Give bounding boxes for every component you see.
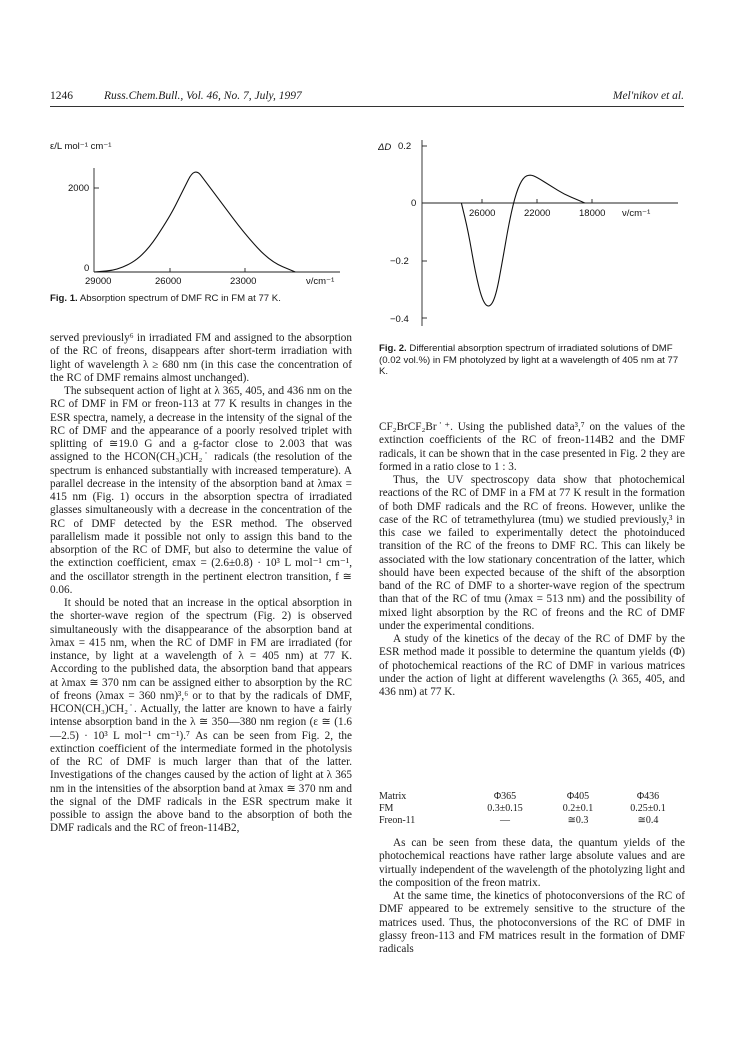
right-column-bottom bbox=[379, 837, 685, 956]
fig1-ytick-label-2000: 2000 bbox=[68, 183, 90, 194]
right-paragraph-1: CF₂BrCF₂Br˙⁺. Using the published data³,⁷ on the values of the extinction coefficients of the RC of freon-114B2 and the DMF radicals, it can be shown that in the case presented in Fig. 2 they are formed in a ratio close to 1 : 3. bbox=[379, 421, 685, 473]
right-paragraph-3: A study of the kinetics of the decay of the RC of DMF by the ESR method made it possible to determine the quantum yields (Φ) of photochemical reactions of the RC of DMF in various matrices under the action of light at different wavelengths (λ 365, 405, and 436 nm) at 77 K. bbox=[379, 633, 685, 698]
page-number: 1246 bbox=[50, 90, 73, 102]
table-cell: Freon-11 bbox=[379, 814, 416, 826]
fig1-xtick-label-29000: 29000 bbox=[85, 276, 112, 287]
figure-2-caption bbox=[379, 343, 685, 378]
quantum-yield-table bbox=[379, 790, 683, 826]
fig1-caption-text: Absorption spectrum of DMF RC in FM at 77 K. bbox=[79, 293, 281, 304]
fig2-ytick-label-0.2: 0.2 bbox=[398, 141, 412, 152]
fig2-xtick-label-22000: 22000 bbox=[524, 208, 551, 219]
table-cell: ≅0.4 bbox=[637, 814, 659, 826]
running-authors: Mel'nikov et al. bbox=[612, 90, 684, 102]
fig2-ytick-label-0: 0 bbox=[411, 198, 417, 209]
fig1-ylabel: ε/L mol⁻¹ cm⁻¹ bbox=[50, 141, 112, 152]
fig2-ytick-label--0.4: −0.4 bbox=[390, 314, 409, 325]
fig1-ytick-label-0: 0 bbox=[84, 263, 90, 274]
header-rule bbox=[50, 106, 684, 107]
left-paragraph-1: served previously⁶ in irradiated FM and assigned to the absorption of the RC of freons, disappears after short-term irradiation with light of wavelength λ ≥ 680 nm (in this case the concentration of the RC of DMF remains almost unchanged). bbox=[50, 332, 352, 384]
table-header-cell: Φ405 bbox=[566, 790, 590, 802]
fig1-spectrum-curve bbox=[94, 172, 295, 272]
left-paragraph-2: The subsequent action of light at λ 365, 405, and 436 nm on the RC of DMF in FM or freon-113 at 77 K results in changes in the ESR spectra, namely, a decrease in the intensity of the signal of the RC of DMF and the appearance of a poorly resolved triplet with splitting of ≅19.0 G and a g-factor close to 2.003 that was assigned to the HCON(CH₃)CH₂˙ radicals (the resolution of the spectrum is enhanced substantially with increased temperature). A parallel decrease in the intensity of the absorption band at λmax = 415 nm (Fig. 1) occurs in the absorption spectra of irradiated glasses simultaneously with a decrease in the concentration of the RC of DMF detected by the ESR method. The observed parallelism made it possible not only to assign this band to the absorption of the RC of DMF, but also to determine the value of the extinction coefficient, εmax = (2.6±0.8) · 10³ L mol⁻¹ cm⁻¹, and the oscillator strength in the pertinent electron transition, f ≅ 0.06. bbox=[50, 385, 352, 596]
left-column bbox=[50, 332, 352, 836]
figure-2-chart bbox=[378, 136, 688, 332]
table-cell: 0.3±0.15 bbox=[487, 802, 523, 814]
fig2-xtick-label-18000: 18000 bbox=[579, 208, 606, 219]
table-cell: 0.25±0.1 bbox=[630, 802, 666, 814]
table-cell: — bbox=[500, 814, 510, 826]
journal-citation: Russ.Chem.Bull., Vol. 46, No. 7, July, 1997 bbox=[104, 90, 302, 102]
fig1-xlabel: ν/cm⁻¹ bbox=[306, 276, 335, 287]
fig2-caption-text: Differential absorption spectrum of irradiated solutions of DMF (0.02 vol.%) in FM photolyzed by light at a wavelength of 405 nm at 77 K. bbox=[379, 343, 679, 377]
fig1-caption-label: Fig. 1. bbox=[50, 293, 78, 304]
fig2-xlabel: ν/cm⁻¹ bbox=[622, 208, 651, 219]
table-row bbox=[379, 814, 683, 826]
table-cell: ≅0.3 bbox=[567, 814, 589, 826]
fig1-xtick-label-23000: 23000 bbox=[230, 276, 257, 287]
left-paragraph-3: It should be noted that an increase in the optical absorption in the shorter-wave region of the spectrum (Fig. 2) is observed simultaneously with the disappearance of the absorption band at λmax = 415 nm, when the RC of DMF in FM are irradiated (for instance, by light at a wavelength of λ = 405 nm) at 77 K. According to the published data, the absorption band that appears at λmax ≅ 370 nm can be assigned either to absorption by the RC of freons (λmax = 360 nm)³,⁶ or to that by the radicals of DMF, HCON(CH₃)CH₂˙. Actually, the latter are known to have a fairly intense absorption band in the λ ≅ 350—380 nm region (ε ≅ (1.6—2.5) · 10³ L mol⁻¹ cm⁻¹).⁷ As can be seen from Fig. 2, the extinction coefficient of the intermediate formed in the photolysis of the RC of DMF is much larger than that of the latter. Investigations of the changes caused by the action of light at λ 365 nm in the intensities of the absorption band at λmax ≅ 370 nm and the signal of the DMF radicals in the ESR spectrum make it possible to assign the above band to the absorption of both the DMF radicals and the RC of freon-114B2, bbox=[50, 597, 352, 835]
figure-1-caption bbox=[50, 293, 350, 305]
fig2-difference-curve bbox=[461, 175, 585, 306]
right-paragraph-4: As can be seen from these data, the quantum yields of the photochemical reactions have rather large absolute values and are virtually independent of the wavelength of the photolyzing light and the composition of the freon matrix. bbox=[379, 837, 685, 889]
fig2-ytick-label--0.2: −0.2 bbox=[390, 256, 409, 267]
right-paragraph-5: At the same time, the kinetics of photoconversions of the RC of DMF appeared to be extremely sensitive to the structure of the matrices used. Thus, the photoconversions of the RC of DMF in glassy freon-113 and FM matrices result in the formation of DMF radicals bbox=[379, 890, 685, 955]
table-header-cell: Φ365 bbox=[493, 790, 517, 802]
fig2-xtick-label-26000: 26000 bbox=[469, 208, 496, 219]
table-header-row bbox=[379, 790, 683, 802]
fig2-caption-label: Fig. 2. bbox=[379, 343, 407, 354]
right-paragraph-2: Thus, the UV spectroscopy data show that photochemical reactions of the RC of DMF in a FM at 77 K result in the formation of both DMF radicals and the RC of freons. However, unlike the case of the RC of tetramethylurea (tmu) we studied previously,³ in this case we failed to experimentally detect the photoinduced transition of the RC of the freons to DMF RC. This can likely be associated with the low stationary concentration of the latter, which should have been expected because of the shift of the absorption band of the RC of DMF to a shorter-wave region of the spectrum than that of the RC of tmu (λmax = 513 nm) and the possibility of mixed light absorption by the RC of freons and the RC of DMF under the experimental conditions. bbox=[379, 474, 685, 632]
table-cell: FM bbox=[379, 802, 394, 814]
fig1-xtick-label-26000: 26000 bbox=[155, 276, 182, 287]
right-column-top bbox=[379, 421, 685, 699]
figure-1-chart bbox=[50, 138, 350, 298]
table-cell: 0.2±0.1 bbox=[562, 802, 594, 814]
fig2-ylabel: ΔD bbox=[378, 142, 392, 153]
table-row bbox=[379, 802, 683, 814]
table-header-cell: Φ436 bbox=[636, 790, 660, 802]
table-header-cell: Matrix bbox=[379, 790, 407, 802]
